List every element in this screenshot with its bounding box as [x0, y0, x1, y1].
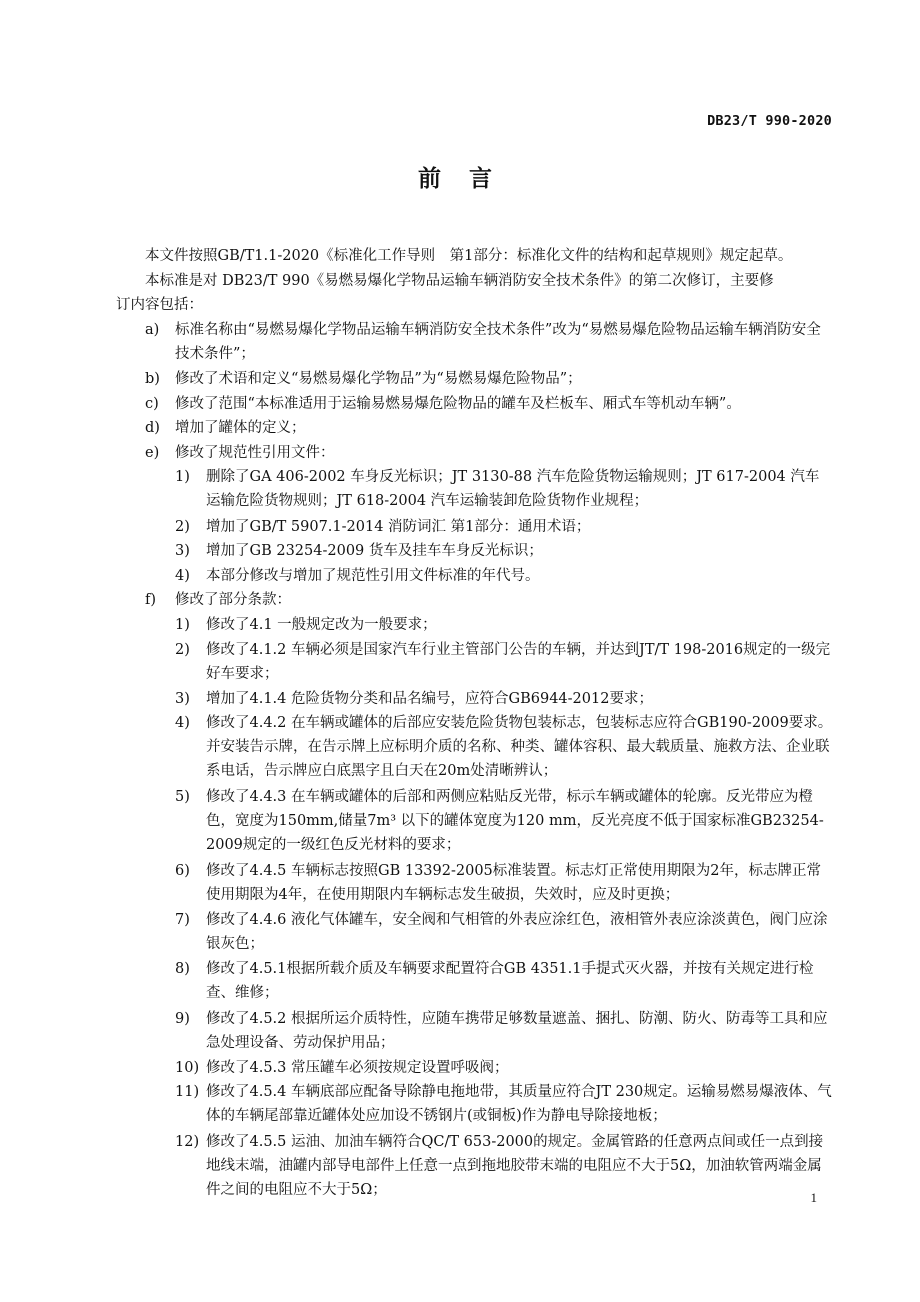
list-item-text: [206, 711, 833, 783]
list-item-line: 23254-2009规定的一级红色反光材料的要求；: [206, 813, 824, 854]
list-marker: 4): [175, 567, 190, 584]
list-marker: 2): [175, 641, 190, 658]
list-marker: 7): [175, 912, 190, 929]
list-item-line: 车运输危险货物规则；JT 618-2004 汽车运输装卸危险货物作业规程；: [206, 469, 820, 510]
list-item-line: 标准名称由“易燃易爆化学物品运输车辆消防安全技术条件”改为“易燃易爆危险物品运输车: [175, 321, 749, 338]
list-marker: 3): [175, 690, 190, 707]
list-item-line: 的一级完好车要求；: [206, 641, 831, 682]
list-item-line: 点到接地线末端，油罐内部导电部件上任意一点到拖地胶带末端的电阻应不大于5Ω，加: [206, 1133, 824, 1174]
list-item-line: 修改了4.4.3 在车辆或罐体的后部和两侧应粘贴反光带，标示车辆或罐体的轮廓。反光带: [206, 789, 770, 806]
list-item-line: 修改了规范性引用文件：: [175, 444, 335, 461]
list-item-line: 增加了罐体的定义；: [175, 420, 306, 437]
list-marker: f): [145, 592, 157, 609]
list-item-text: [206, 859, 833, 907]
list-item-line: 阀门应涂银灰色；: [206, 912, 828, 953]
list-item-line: 删除了GA 406-2002 车身反光标识；JT 3130-88 汽车危险货物运输规则；JT 617-2004 汽: [206, 469, 805, 486]
list-item-text: [206, 687, 833, 711]
list-item-line: 行检查、维修；: [206, 961, 814, 1002]
list-item-line: 修改了4.5.1根据所载介质及车辆要求配置符合GB 4351.1手提式灭火器，并按有关规定进: [206, 961, 785, 978]
list-marker: e): [145, 444, 160, 461]
list-item-text: [206, 638, 833, 686]
list-item-line: 修改了4.5.3 常压罐车必须按规定设置呼吸阀；: [206, 1059, 509, 1076]
list-item-text: [175, 367, 833, 391]
list-item-line: 本部分修改与增加了规范性引用文件标准的年代号。: [206, 567, 540, 584]
list-item-line: 修改了4.1.2 车辆必须是国家汽车行业主管部门公告的车辆，并达到JT/T 198-2016规定: [206, 641, 773, 658]
list-item-line: 增加了4.1.4 危险货物分类和品名编号，应符合GB6944-2012要求；: [206, 690, 653, 707]
intro-line: 本标准是对 DB23/T 990《易燃易爆化学物品运输车辆消防安全技术条件》的第二次修订，主要修: [145, 272, 774, 289]
list-item-line: 修改了部分条款：: [175, 592, 291, 609]
list-item-line: 修改了4.5.4 车辆底部应配备导除静电拖地带，其质量应符合JT 230规定。运输易燃易爆: [206, 1084, 774, 1101]
list-item-text: [206, 785, 833, 857]
page-title: 前 言: [417, 166, 502, 192]
list-item-line: 辆消防安全技术条件”；: [175, 321, 821, 362]
list-marker: 6): [175, 863, 190, 879]
list-item-line: 190-2009要求。并安装告示牌，在告示牌上应标明介质的名称、种类、罐体容积、最大载: [206, 715, 833, 756]
list-item-text: [206, 957, 833, 1005]
list-item-line: 修改了4.4.5 车辆标志按照GB 13392-2005标准装置。标志灯正常使用期限为2年，标志牌: [206, 863, 793, 879]
list-item-line: 油软管两端金属件之间的电阻应不大于5Ω；: [206, 1157, 822, 1198]
list-marker: 3): [175, 543, 190, 560]
list-item-text: [206, 1007, 833, 1055]
list-item-text: [206, 613, 833, 637]
list-item-text: [206, 908, 833, 956]
list-item-text: [206, 515, 833, 539]
list-marker: c): [145, 395, 159, 412]
list-item-text: [206, 1056, 833, 1080]
list-marker: 2): [175, 518, 190, 535]
list-item-line: 液体、气体的车辆尾部靠近罐体处应加设不锈钢片(或铜板)作为静电导除接地板；: [206, 1084, 832, 1125]
intro-line: 订内容包括：: [116, 297, 203, 314]
list-marker: 5): [175, 789, 190, 806]
list-item-text: [206, 564, 833, 588]
list-marker: 12): [175, 1133, 200, 1150]
list-item-text: [175, 416, 833, 440]
list-marker: 1): [175, 469, 190, 486]
list-item-text: [206, 1080, 833, 1128]
list-item-line: 增加了GB/T 5907.1-2014 消防词汇 第1部分：通用术语；: [206, 518, 591, 535]
intro-line: 本文件按照GB/T1.1-2020《标准化工作导则 第1部分：标准化文件的结构和起草规则》规定起草。: [145, 248, 793, 264]
list-item-line: 修改了4.5.2 根据所运介质特性，应随车携带足够数量遮盖、捆扎、防潮、防火、防毒等: [206, 1010, 770, 1027]
page-number: 1: [810, 1190, 817, 1205]
list-marker: a): [145, 321, 160, 338]
list-item-line: 修改了4.4.6 液化气体罐车，安全阀和气相管的外表应涂红色，液相管外表应涂淡黄色，: [206, 912, 770, 929]
list-item-line: 质量、施救方法、企业联系电话，告示牌应白底黑字且白天在20m处清晰辨认；: [206, 739, 830, 780]
list-item-text: [206, 1130, 833, 1202]
list-item-line: 修改了范围“本标准适用于运输易燃易爆危险物品的罐车及栏板车、厢式车等机动车辆”。: [175, 395, 741, 412]
doc-code: DB23/T 990-2020: [707, 113, 832, 129]
list-item-text: [175, 588, 833, 612]
list-marker: 4): [175, 715, 190, 732]
list-item-line: 修改了术语和定义“易燃易爆化学物品”为“易燃易爆危险物品”；: [175, 371, 582, 387]
list-item-text: [206, 465, 833, 513]
list-marker: 8): [175, 961, 190, 978]
list-marker: 10): [175, 1059, 200, 1076]
list-item-text: [175, 441, 833, 465]
list-marker: 11): [175, 1084, 200, 1101]
list-item-line: 修改了4.5.5 运油、加油车辆符合QC/T 653-2000的规定。金属管路的任意两点间或任一: [206, 1133, 780, 1150]
list-item-text: [175, 318, 833, 366]
list-item-line: 工具和应急处理设备、劳动保护用品；: [206, 1010, 828, 1051]
list-marker: d): [145, 420, 160, 437]
list-marker: b): [145, 371, 160, 387]
list-item-line: 正常使用期限为4年，在使用期限内车辆标志发生破损，失效时，应及时更换；: [206, 863, 822, 903]
list-item-text: [206, 539, 833, 563]
list-item-line: 修改了4.1 一般规定改为一般要求；: [206, 617, 437, 633]
list-marker: 1): [175, 617, 190, 633]
list-item-line: 应为橙色，宽度为150mm,储量7m³ 以下的罐体宽度为120 mm，反光亮度不低于国家标准GB: [206, 789, 814, 830]
list-marker: 9): [175, 1010, 190, 1027]
list-item-line: 增加了GB 23254-2009 货车及挂车车身反光标识；: [206, 543, 543, 560]
list-item-line: 修改了4.4.2 在车辆或罐体的后部应安装危险货物包装标志，包装标志应符合GB: [206, 715, 720, 732]
list-item-text: [175, 392, 833, 416]
